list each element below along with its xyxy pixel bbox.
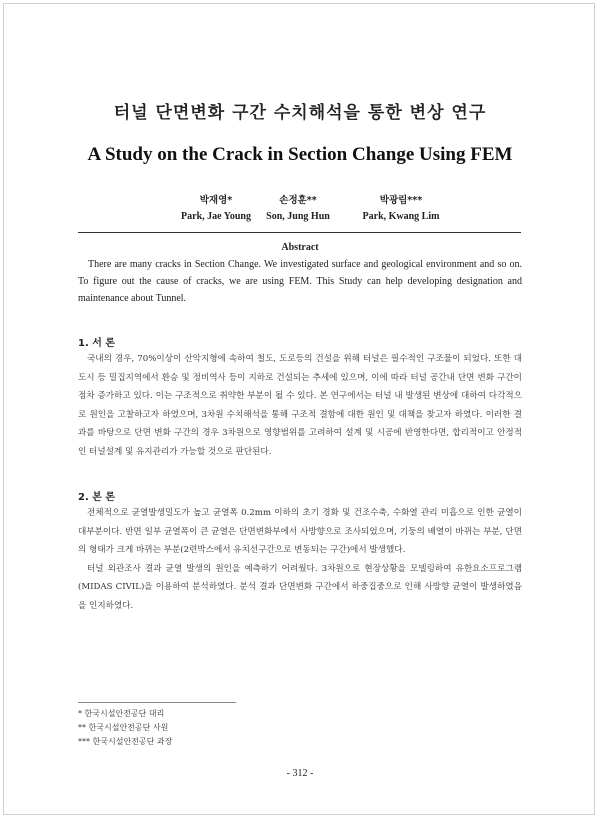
author-2: [243, 192, 353, 222]
title-korean: 터널 단면변화 구간 수치해석을 통한 변상 연구: [113, 103, 487, 123]
author-name-korean: 손정훈**: [279, 195, 317, 206]
author-name-english: Son, Jung Hun: [266, 211, 330, 222]
author-name-korean: 박광림***: [379, 195, 423, 206]
paragraph: 전체적으로 균열발생밀도가 높고 균열폭 0.2mm 이하의 초기 경화 및 건조수축, 수화열 관리 미흡으로 인한 균열이 대부분이다. 반면 일부 균열폭이 큰 균열은 단면변화부에서 사방향으로 조사되었으며, 기둥의 배열이 바뀌는 부분, 단면의 형태가 크게 바뀌는 부분(2련박스에서 유치선구간으로 변동되는 구간)에서 발생했다.: [78, 508, 522, 556]
footnotes: [78, 707, 172, 749]
author-3: [346, 192, 456, 222]
section-heading-main: 2. 본 론: [78, 492, 116, 503]
section-heading-introduction: 1. 서 론: [78, 338, 116, 349]
abstract-text: There are many cracks in Section Change. We investigated surface and geological environment and so on. To figure out the cause of cracks, we are using FEM. This Study can help developing designation and maintenance about Tunnel.: [78, 259, 522, 304]
header-divider: [78, 232, 521, 233]
footnote: ** 한국시설안전공단 사원: [78, 723, 169, 732]
author-name-korean: 박재영*: [199, 195, 233, 206]
footnote-divider: [78, 702, 236, 703]
paragraph: 터널 외관조사 결과 균열 발생의 원인을 예측하기 어려웠다. 3차원으로 현장상황을 모델링하여 유한요소프로그램(MIDAS CIVIL)을 이용하여 분석하였다. 분석 결과 단면변화 구간에서 하중집중으로 인해 사방향 균열이 발생하였음을 인지하였다.: [78, 563, 522, 611]
footnote: * 한국시설안전공단 대리: [78, 709, 165, 718]
abstract-heading: Abstract: [281, 242, 319, 253]
title-english: A Study on the Crack in Section Change Using FEM: [87, 144, 513, 165]
section-body-main: [78, 504, 522, 616]
paragraph: 국내의 경우, 70%이상이 산악지형에 속하여 철도, 도로등의 건설을 위해 터널은 필수적인 구조물이 되었다. 또한 대도시 등 밀집지역에서 환승 및 정비역사 등이 지하로 건설되는 추세에 있으며, 이에 따라 터널 공간내 단면 변화 구간이 점차 증가하고 있다. 이는 구조적으로 취약한 부분이 될 수 있다. 본 연구에서는 터널 내 발생된 변상에 대하여 다각적으로 원인을 고찰하고자 하였으며, 3차원 수치해석을 통해 구조적 결함에 대한 원인 및 대책을 찾고자 하였다. 이러한 결과를 바탕으로 단면 변화 구간의 경우 3차원으로 영향범위를 고려하여 설계 및 시공에 반영한다면, 합리적이고 안정적인 터널설계 및 유지관리가 가능할 것으로 판단된다.: [78, 354, 522, 457]
author-name-english: Park, Kwang Lim: [362, 211, 440, 222]
author-name-english: Park, Jae Young: [181, 211, 251, 222]
section-body-introduction: [78, 350, 522, 462]
page-number: - 312 -: [286, 768, 314, 779]
footnote: *** 한국시설안전공단 과장: [78, 737, 173, 746]
